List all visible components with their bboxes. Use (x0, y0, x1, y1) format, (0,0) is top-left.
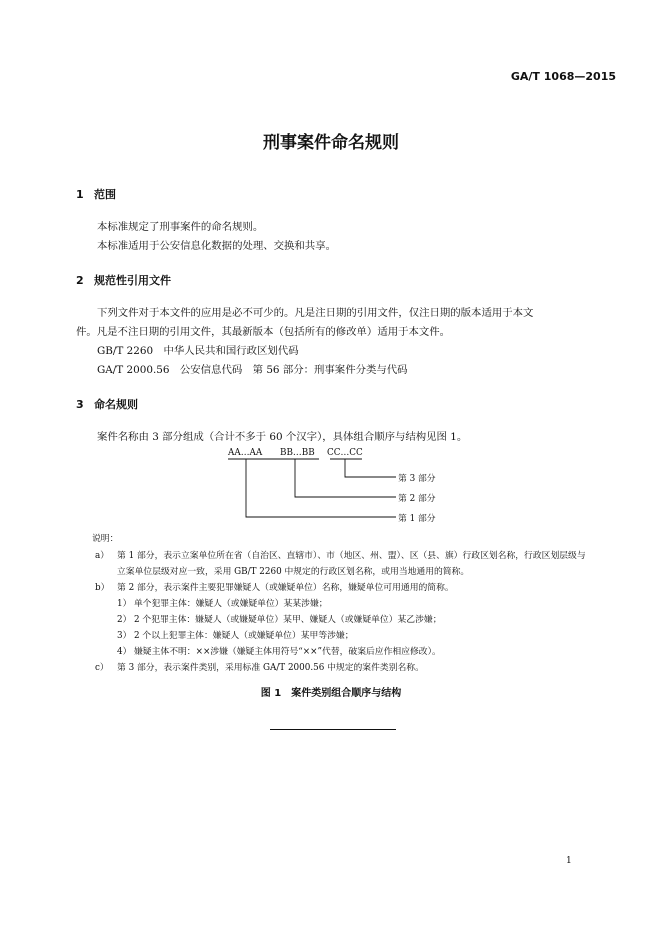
note-b-item-2-text: 2 个犯罪主体：嫌疑人（或嫌疑单位）某甲、嫌疑人（或嫌疑单位）某乙涉嫌； (134, 615, 442, 625)
reference-gb-t-2260: GB/T 2260 中华人民共和国行政区划代码 (97, 345, 299, 357)
label-part-3: 第 3 部分 (398, 474, 436, 484)
note-b-item-1-text: 单个犯罪主体：嫌疑人（或嫌疑单位）某某涉嫌； (134, 599, 328, 609)
section-2-title: 规范性引用文件 (94, 274, 171, 287)
connector-part-2 (295, 459, 396, 497)
segment-aa: AA…AA (228, 448, 263, 458)
end-divider (270, 729, 396, 730)
document-title: 刑事案件命名规则 (263, 133, 399, 153)
segment-bb: BB…BB (280, 448, 315, 458)
section-2-paragraph-1: 下列文件对于本文件的应用是必不可少的。凡是注日期的引用文件，仅注日期的版本适用于本文 (97, 307, 534, 319)
connector-part-1 (246, 459, 396, 517)
note-b-item-4-marker: 4） (117, 647, 132, 657)
section-1-paragraph-1: 本标准规定了刑事案件的命名规则。 (97, 221, 264, 233)
notes-heading: 说明： (92, 534, 119, 544)
section-3-number: 3 (76, 398, 84, 411)
label-part-2: 第 2 部分 (398, 494, 436, 504)
note-b-marker: b） (95, 583, 110, 593)
note-b-item-2-marker: 2） (117, 615, 132, 625)
note-b-item-3-text: 2 个以上犯罪主体：嫌疑人（或嫌疑单位）某甲等涉嫌； (134, 631, 354, 641)
note-a-line-1: 第 1 部分，表示立案单位所在省（自治区、直辖市）、市（地区、州、盟）、区（县、旗）行政区划名称，行政区划层级与 (117, 551, 586, 561)
figure-1-caption: 图 1 案件类别组合顺序与结构 (260, 688, 402, 699)
section-3-title: 命名规则 (94, 398, 138, 411)
standard-code: GA/T 1068—2015 (510, 70, 616, 83)
label-part-1: 第 1 部分 (398, 514, 436, 524)
section-1-paragraph-2: 本标准适用于公安信息化数据的处理、交换和共享。 (97, 240, 336, 252)
section-3-paragraph-1: 案件名称由 3 部分组成（合计不多于 60 个汉字），具体组合顺序与结构见图 1。 (97, 431, 468, 443)
section-2-paragraph-2: 件。凡是不注日期的引用文件，其最新版本（包括所有的修改单）适用于本文件。 (76, 326, 451, 338)
section-2-number: 2 (76, 274, 84, 287)
section-1-title: 范围 (94, 188, 116, 201)
section-1-number: 1 (76, 188, 84, 201)
note-b-item-1-marker: 1） (117, 599, 132, 609)
reference-ga-t-2000-56: GA/T 2000.56 公安信息代码 第 56 部分：刑事案件分类与代码 (97, 364, 408, 376)
connector-part-3 (345, 459, 396, 477)
segment-cc: CC…CC (327, 448, 363, 458)
note-b-item-4-text: 嫌疑主体不明：××涉嫌（嫌疑主体用符号“××”代替，破案后应作相应修改）。 (134, 647, 441, 657)
page-number: 1 (566, 856, 572, 866)
note-b-item-3-marker: 3） (117, 631, 132, 641)
note-c-line-1: 第 3 部分，表示案件类别，采用标准 GA/T 2000.56 中规定的案件类别名称。 (117, 663, 424, 673)
note-c-marker: c） (95, 663, 109, 673)
note-a-line-2: 立案单位层级对应一致，采用 GB/T 2260 中规定的行政区划名称，或用当地通用的简称。 (117, 567, 470, 577)
note-b-line-1: 第 2 部分，表示案件主要犯罪嫌疑人（或嫌疑单位）名称，嫌疑单位可用通用的简称。 (117, 583, 454, 593)
note-a-marker: a） (95, 551, 110, 561)
